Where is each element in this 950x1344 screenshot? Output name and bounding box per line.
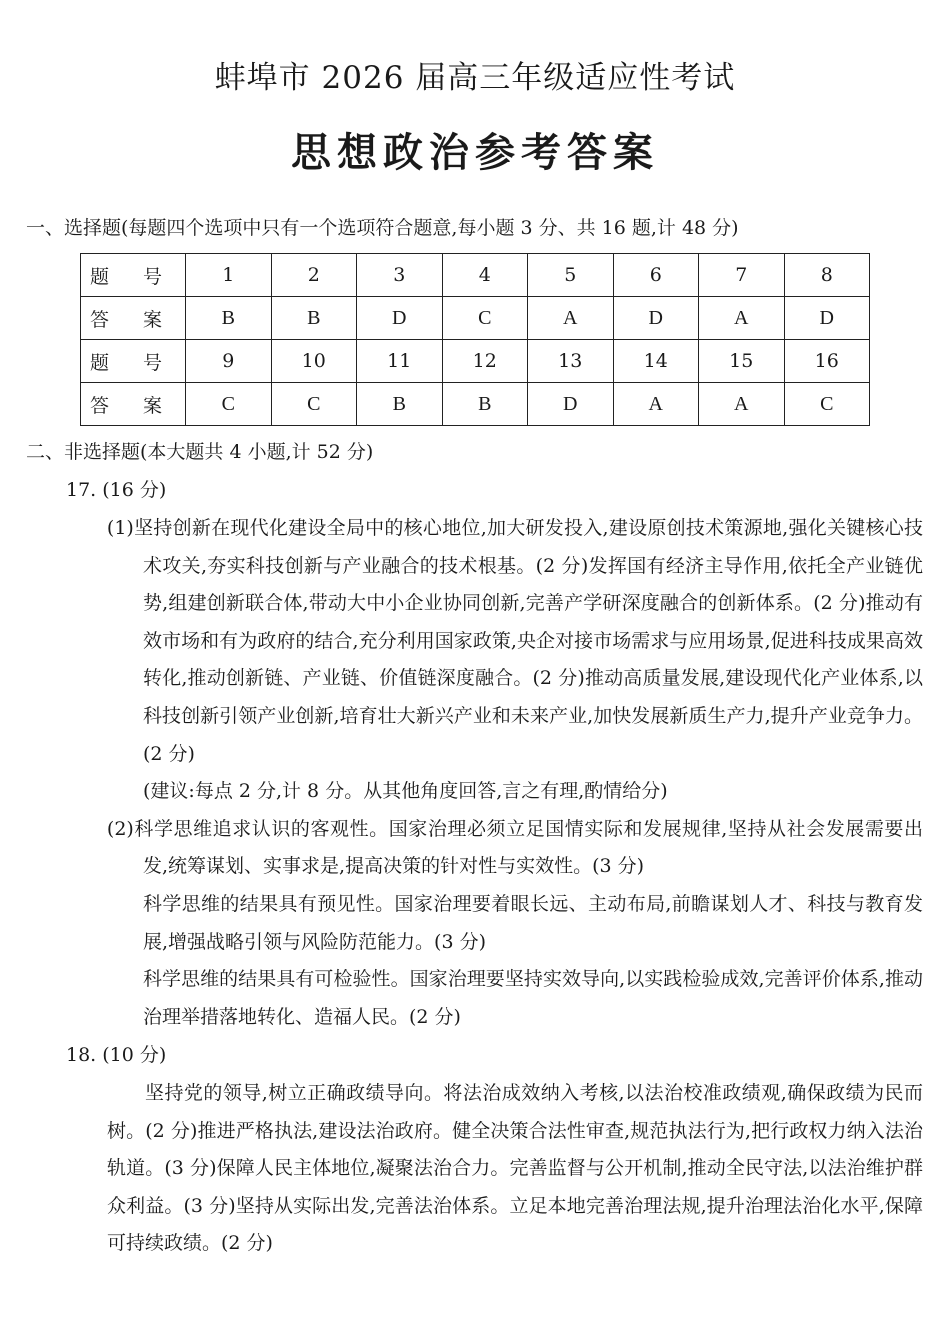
answer-table-cell: A [699,383,785,426]
answer-table-row-label: 答 案 [81,383,186,426]
answer-table-cell: D [613,297,699,340]
exam-title: 蚌埠市 2026 届高三年级适应性考试 [214,60,736,96]
answer-table-cell: B [442,383,528,426]
answer-table-cell: 16 [784,340,870,383]
answer-table-cell: C [784,383,870,426]
answer-table-cell: 1 [186,254,272,297]
answer-table-cell: 4 [442,254,528,297]
answer-table-cell: 8 [784,254,870,297]
answer-table-row [81,254,870,297]
answer-table [80,253,870,426]
q17-part2-point3: 科学思维的结果具有可检验性。国家治理要坚持实效导向,以实践检验成效,完善评价体系,推动治理举措落地转化、造福人民。(2 分) [143,968,923,1028]
section1-heading: 一、选择题(每题四个选项中只有一个选项符合题意,每小题 3 分、共 16 题,计 48 分) [26,217,739,239]
answer-table-cell: D [784,297,870,340]
answer-table-cell: 10 [271,340,357,383]
answer-table-row [81,340,870,383]
answer-table-row [81,297,870,340]
answer-table-cell: 12 [442,340,528,383]
answer-table-cell: A [528,297,614,340]
q17-part2-point2: 科学思维的结果具有预见性。国家治理要着眼长远、主动布局,前瞻谋划人才、科技与教育发展,增强战略引领与风险防范能力。(3 分) [143,892,923,953]
answer-table-cell: 14 [613,340,699,383]
answer-table-cell: 13 [528,340,614,383]
answer-table-row-label: 题 号 [81,254,186,297]
answer-table-cell: D [357,297,443,340]
answer-table-cell: C [271,383,357,426]
q18-body: 坚持党的领导,树立正确政绩导向。将法治成效纳入考核,以法治校准政绩观,确保政绩为民而树。(2 分)推进严格执法,建设法治政府。健全决策合法性审查,规范执法行为,把行政权力纳入法治轨道。(3 分)保障人民主体地位,凝聚法治合力。完善监督与公开机制,推动全民守法,以法治维护群众利益。(3 分)坚持从实际出发,完善法治体系。立足本地完善治理法规,提升治理法治化水平,保障可持续政绩。(2 分) [107,1082,923,1255]
answer-table-cell: 7 [699,254,785,297]
answer-table-cell: B [357,383,443,426]
answer-table-cell: C [186,383,272,426]
section2-heading: 二、非选择题(本大题共 4 小题,计 52 分) [26,441,374,463]
answer-table-cell: A [699,297,785,340]
answer-table-cell: 3 [357,254,443,297]
answer-table-cell: C [442,297,528,340]
q17-part2: (2)科学思维追求认识的客观性。国家治理必须立足国情实际和发展规律,坚持从社会发展需要出发,统筹谋划、实事求是,提高决策的针对性与实效性。(3 分) [106,817,923,878]
answer-table-cell: D [528,383,614,426]
answer-table-cell: A [613,383,699,426]
answer-table-cell: B [186,297,272,340]
q18-answer-block [107,1075,923,1263]
q17-title: 17. (16 分) [66,479,167,501]
answer-table-row-label: 答 案 [81,297,186,340]
answer-table-cell: 5 [528,254,614,297]
answer-table-row-label: 题 号 [81,340,186,383]
q18-title: 18. (10 分) [66,1044,167,1066]
answer-table-cell: 2 [271,254,357,297]
document-title: 思想政治参考答案 [291,129,659,176]
q17-answer-block [107,510,923,1036]
answer-table-row [81,383,870,426]
answer-table-cell: 11 [357,340,443,383]
answer-table-cell: 9 [186,340,272,383]
q17-part1: (1)坚持创新在现代化建设全局中的核心地位,加大研发投入,建设原创技术策源地,强化关键核心技术攻关,夯实科技创新与产业融合的技术根基。(2 分)发挥国有经济主导作用,依托全产业链优势,组建创新联合体,带动大中小企业协同创新,完善产学研深度融合的创新体系。(2 分)推动有效市场和有为政府的结合,充分利用国家政策,央企对接市场需求与应用场景,促进科技成果高效转化,推动创新链、产业链、价值链深度融合。(2 分)推动高质量发展,建设现代化产业体系,以科技创新引领产业创新,培育壮大新兴产业和未来产业,加快发展新质生产力,提升产业竞争力。(2 分) [106,517,923,765]
answer-table-cell: 15 [699,340,785,383]
answer-table-cell: 6 [613,254,699,297]
answer-table-cell: B [271,297,357,340]
q17-part1-note: (建议:每点 2 分,计 8 分。从其他角度回答,言之有理,酌情给分) [143,780,668,803]
